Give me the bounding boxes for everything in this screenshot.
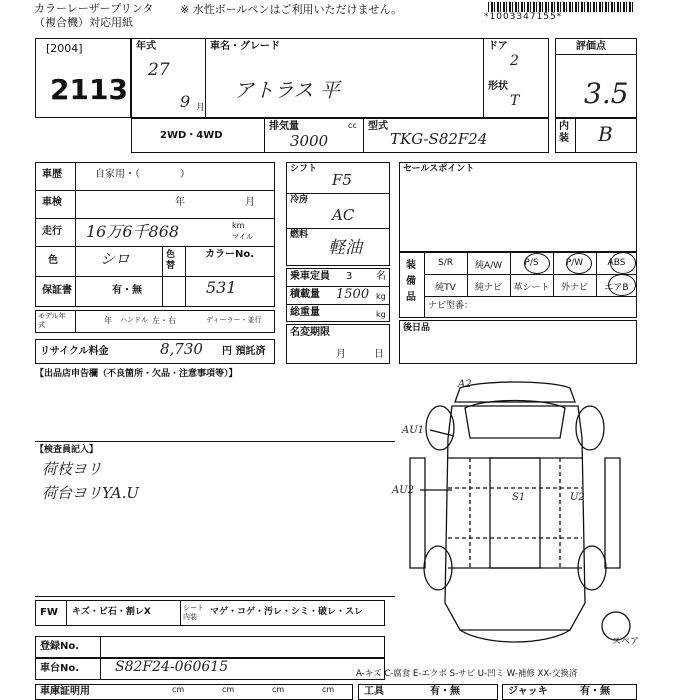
- chassis-label: 車台No.: [40, 663, 80, 674]
- label-car-name: 車名・グレード: [210, 41, 280, 52]
- cert-cm: cm: [172, 685, 185, 694]
- mark-s1: S1: [512, 492, 526, 503]
- barcode: [488, 2, 633, 12]
- jack-value: 有・無: [580, 686, 610, 697]
- post-box: [399, 320, 637, 364]
- shape: T: [510, 93, 520, 109]
- car-body: [445, 406, 585, 630]
- inspector-line1: 荷枝ヨリ: [42, 460, 103, 478]
- shift-value: F5: [332, 171, 352, 189]
- inspection-label: 車検: [42, 197, 62, 208]
- tools-label: 工具: [364, 686, 384, 697]
- capacity-label: 乗車定員: [290, 271, 330, 282]
- load-label: 積載量: [290, 289, 320, 300]
- cert-cm: cm: [222, 685, 235, 694]
- printer-note-line1: カラーレーザープリンタ: [34, 2, 154, 15]
- color-label: 色: [48, 255, 58, 266]
- drive: 2WD・4WD: [160, 130, 223, 141]
- fuel-value: 軽油: [328, 238, 362, 258]
- model-year-label: モデル年式: [38, 312, 66, 329]
- warranty-value: 有・無: [112, 285, 142, 296]
- damage-legend: A-キズ C-腐食 E-エクボ S-サビ U-凹ミ W-補修 XX-交換済: [356, 669, 578, 679]
- printer-note-line2: （複合機）対応用紙: [34, 16, 133, 29]
- seat-value: マゲ・コゲ・汚レ・シミ・破レ・スレ: [210, 607, 364, 617]
- cert-cm: cm: [322, 685, 335, 694]
- equip-sunroof: S/R: [438, 258, 453, 268]
- cc-unit: cc: [348, 121, 357, 130]
- side-view: [605, 458, 620, 568]
- wheel: [578, 546, 606, 590]
- history-value: 自家用・（ ）: [95, 169, 190, 180]
- year-value: 27: [148, 60, 170, 80]
- equip-leather: 革シート: [513, 283, 550, 293]
- fw-value: キズ・ビ石・割レX: [72, 607, 151, 617]
- load-unit: kg: [376, 292, 386, 301]
- handle-value: 左・右: [152, 316, 176, 325]
- gross-unit: kg: [376, 310, 386, 319]
- month-value: 9: [180, 92, 191, 111]
- color-no-label: カラーNo.: [205, 249, 255, 260]
- label-doors: ドア: [488, 41, 508, 52]
- mark-a2: A2: [458, 379, 472, 390]
- reg-day-unit: 日: [374, 349, 384, 360]
- wheel: [424, 546, 452, 590]
- interior: B: [598, 122, 613, 146]
- sales-point-box: [399, 162, 637, 252]
- jack-label: ジャッキ: [508, 686, 548, 697]
- reg-no-label: 登録No.: [40, 641, 80, 652]
- label-score: 評価点: [576, 41, 606, 52]
- car-name: アトラス 平: [234, 78, 340, 102]
- fw-label: FW: [40, 607, 58, 618]
- cert-cm: cm: [272, 685, 285, 694]
- inspection-month: 月: [245, 197, 255, 208]
- cert-label: 車庫証明用: [40, 686, 90, 697]
- handle-label: ハンドル: [120, 316, 148, 324]
- spare-label: スペア: [612, 637, 640, 647]
- shop-label: 【出品店申告欄（不良箇所・欠品・注意事項等）】: [35, 369, 238, 379]
- circle-mark: [608, 274, 636, 296]
- model: TKG-S82F24: [390, 130, 488, 148]
- warranty-label: 保証書: [42, 285, 72, 296]
- recycle-unit: 円 預託済: [222, 346, 266, 357]
- reg-no-box: [35, 636, 385, 658]
- inspection-year: 年: [175, 197, 185, 208]
- label-shape: 形状: [488, 81, 508, 92]
- doors: 2: [510, 53, 519, 69]
- equipment-label: 装備品: [406, 260, 416, 303]
- car-diagram: [390, 378, 640, 648]
- circle-mark: [566, 253, 592, 274]
- pen-warning: ※ 水性ボールペンはご利用いただけません。: [180, 3, 403, 16]
- seat-label: シート内装: [183, 604, 204, 621]
- dealer-label: ディーラー・並行: [206, 316, 262, 324]
- equip-tv: 純TV: [435, 283, 456, 293]
- mileage-label: 走行: [42, 226, 62, 237]
- cargo-bed: [490, 458, 540, 568]
- top-main-box: [131, 38, 549, 118]
- equip-ext-navi: 外ナビ: [560, 283, 588, 293]
- chassis-value: S82F24-060615: [115, 659, 229, 675]
- inspector-label: 【検査員記入】: [35, 445, 99, 455]
- mark-u2: U2: [570, 492, 585, 503]
- color-no-value: 531: [206, 278, 237, 297]
- reg-month-unit: 月: [336, 349, 346, 360]
- shift-label: シフト: [290, 164, 318, 174]
- bumper-bottom: [460, 630, 570, 642]
- gross-label: 総重量: [290, 307, 320, 318]
- post-label: 後日品: [403, 323, 431, 333]
- history-label: 車歴: [42, 169, 62, 180]
- mile-unit: マイル: [232, 233, 253, 241]
- ac-value: AC: [332, 206, 355, 224]
- reg-expire-label: 名変期限: [290, 327, 330, 338]
- circle-mark: [524, 253, 550, 274]
- barcode-number: *1003347155*: [484, 12, 563, 22]
- label-interior: 内装: [559, 121, 569, 144]
- ac-label: 冷房: [290, 195, 309, 205]
- year-tag: [2004]: [46, 42, 83, 55]
- equip-aw: 純A/W: [474, 261, 503, 271]
- label-model: 型式: [368, 121, 388, 132]
- capacity-unit: 名: [376, 271, 386, 282]
- recycle-label: リサイクル料金: [40, 346, 109, 357]
- mark-au1: AU1: [402, 425, 425, 436]
- mileage-value: 16万6千868: [86, 222, 180, 241]
- equip-navi: 純ナビ: [474, 283, 502, 293]
- label-displacement: 排気量: [269, 121, 299, 132]
- mark-au2: AU2: [392, 485, 415, 496]
- car-top-outline: [455, 379, 575, 402]
- equip-abs: ABS: [607, 258, 626, 268]
- model-year-unit: 年: [104, 316, 112, 325]
- equip-pw: P/W: [565, 258, 584, 268]
- spare-tire: [602, 612, 630, 640]
- fuel-label: 燃料: [290, 230, 309, 240]
- side-view: [410, 458, 425, 568]
- sales-point-label: セールスポイント: [403, 164, 475, 174]
- circle-mark: [610, 252, 636, 274]
- label-year: 年式: [136, 41, 156, 52]
- displacement: 3000: [290, 132, 329, 150]
- color-change-label: 色替: [166, 250, 176, 271]
- km-unit: km: [232, 221, 245, 230]
- equip-airbag: エアB: [604, 283, 629, 293]
- tools-value: 有・無: [430, 686, 460, 697]
- capacity-value: 3: [346, 271, 353, 282]
- lot-number: 2113: [50, 73, 128, 106]
- month-unit: 月: [196, 103, 206, 113]
- navi-label: ナビ型番：: [428, 301, 474, 311]
- load-value: 1500: [336, 287, 370, 302]
- score: 3.5: [584, 77, 629, 110]
- color-value: シロ: [100, 250, 131, 268]
- equip-ps: P/S: [524, 258, 539, 268]
- recycle-value: 8,730: [160, 340, 203, 358]
- inspector-line2: 荷台ヨリYA.U: [42, 484, 139, 502]
